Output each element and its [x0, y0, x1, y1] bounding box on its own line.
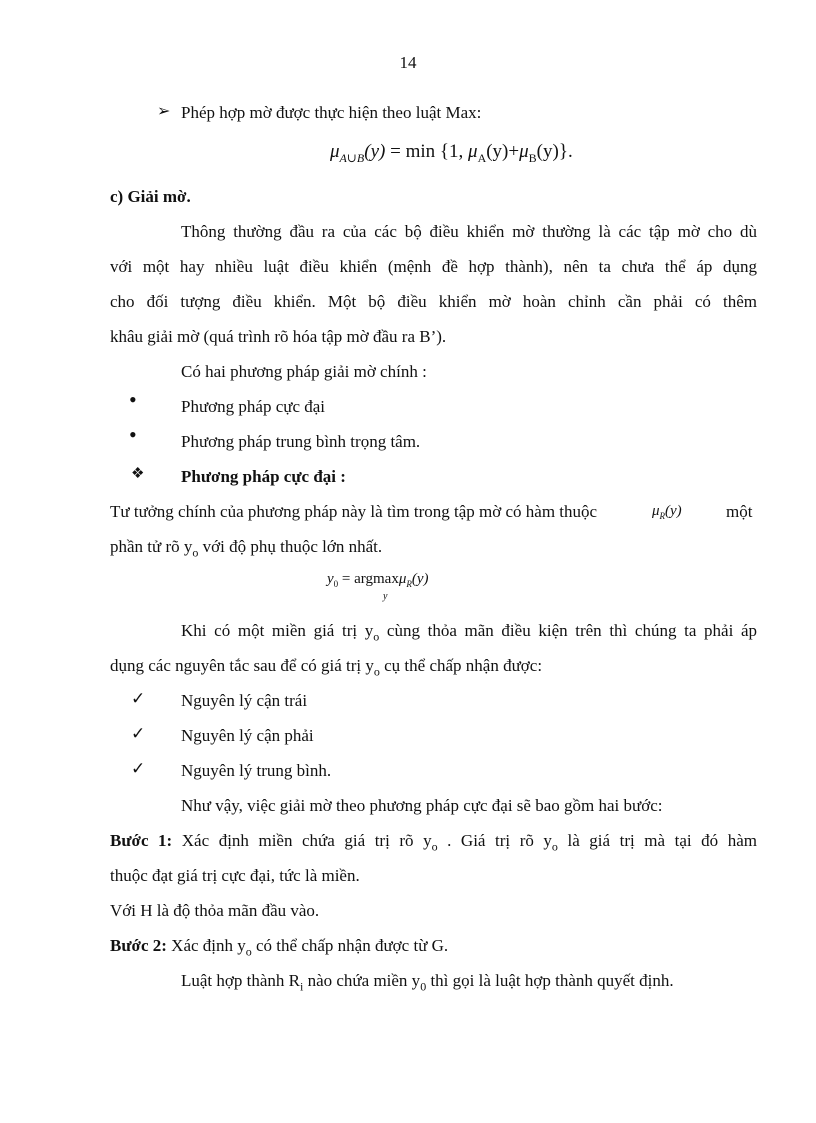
text-run: . Giá trị rõ y: [437, 831, 552, 850]
sub-r: R: [659, 511, 666, 521]
sub-i: i: [300, 979, 304, 994]
two-steps-text: Như vậy, việc giải mờ theo phương pháp cực đại sẽ bao gồm hai bước:: [181, 796, 663, 815]
text-run: nào chứa miền y: [303, 971, 421, 990]
principles-intro-line-1: [181, 622, 757, 642]
sub-o: o: [373, 629, 380, 644]
formula-arg: (y): [364, 141, 386, 162]
bullet-dot-icon: •: [129, 387, 137, 412]
max-idea-line-1-end: một: [726, 502, 753, 521]
sub-r: R: [406, 579, 412, 589]
mu-symbol: μ: [652, 503, 660, 519]
paragraph-line-3: cho đối tượng điều khiển. Một bộ điều khiển mờ hoàn chỉnh cần phải có thêm: [110, 292, 757, 311]
heading-max-method: Phương pháp cực đại :: [181, 467, 346, 486]
step1-line-2: thuộc đạt giá trị cực đại, tức là miền.: [110, 866, 360, 885]
argmax-text: = argmax: [338, 571, 399, 587]
two-methods-text: Có hai phương pháp giải mờ chính :: [181, 362, 427, 381]
argmax-under-y: y: [383, 591, 388, 602]
diamond-bullet-icon: ❖: [131, 466, 145, 482]
union-rule-text: Phép hợp mờ được thực hiện theo luật Max:: [181, 103, 482, 122]
sub-0: 0: [333, 579, 339, 589]
principle-item-2: Nguyên lý cận phải: [181, 726, 314, 745]
formula-arg: (y): [411, 571, 429, 587]
bullet-dot-icon: •: [129, 422, 137, 447]
formula-arg: (y): [665, 503, 682, 519]
mu-b: μ: [519, 141, 529, 162]
mu-symbol: μ: [398, 571, 407, 587]
formula-union-max: [330, 142, 573, 164]
step2-label: Bước 2:: [110, 936, 167, 955]
formula-argmax: [327, 572, 429, 589]
arrow-bullet-icon: ➢: [157, 103, 171, 120]
method-item-1: Phương pháp cực đại: [181, 397, 326, 416]
text-run: có thể chấp nhận được từ G.: [251, 936, 449, 955]
text-run: là giá trị mà tại đó hàm: [557, 831, 757, 850]
sub-a: A: [477, 150, 487, 165]
principle-item-3: Nguyên lý trung bình.: [181, 761, 332, 780]
method-item-2: Phương pháp trung bình trọng tâm.: [181, 432, 421, 451]
text-run: Khi có một miền giá trị y: [181, 621, 374, 640]
formula-end: (y)}.: [536, 141, 573, 162]
text-run: với độ phụ thuộc lớn nhất.: [198, 537, 383, 556]
step1-label: Bước 1:: [110, 831, 173, 850]
mu-a: μ: [468, 141, 478, 162]
text-run: cụ thể chấp nhận được:: [379, 656, 543, 675]
checkmark-icon: ✓: [131, 689, 146, 708]
paragraph-line-2: với một hay nhiều luật điều khiển (mệnh đề hợp thành), nên ta chưa thể áp dụng: [110, 257, 757, 276]
step2-line: [110, 937, 448, 957]
sub-o: o: [431, 839, 438, 854]
principles-intro-line-2: [110, 657, 542, 677]
checkmark-icon: ✓: [131, 724, 146, 743]
formula-mu-r-inline: [652, 504, 682, 521]
max-idea-line-1: Tư tưởng chính của phương pháp này là tìm trong tập mờ có hàm thuộc: [110, 502, 598, 521]
mu-symbol: μ: [330, 141, 340, 162]
sub-o: o: [245, 944, 252, 959]
checkmark-icon: ✓: [131, 759, 146, 778]
step1-line-1: [110, 832, 757, 852]
decision-rule-text: [181, 972, 674, 992]
sub-o: o: [192, 545, 199, 560]
sub-b: B: [528, 150, 537, 165]
text-run: cùng thỏa mãn điều kiện trên thì chúng ta phải áp: [379, 621, 758, 640]
sub-union: A∪B: [339, 150, 365, 165]
principle-item-1: Nguyên lý cận trái: [181, 691, 308, 710]
text-run: Xác định miền chứa giá trị rõ y: [172, 831, 432, 850]
paragraph-line-4: khâu giải mờ (quá trình rõ hóa tập mờ đầu ra B’).: [110, 327, 447, 346]
section-heading-defuzzification: c) Giải mờ.: [110, 187, 191, 206]
sub-0: 0: [420, 979, 427, 994]
formula-plus: (y)+: [486, 141, 520, 162]
max-idea-line-2: [110, 538, 382, 558]
formula-y: y: [327, 571, 334, 587]
text-run: Xác định y: [166, 936, 246, 955]
input-satisfaction-text: Với H là độ thỏa mãn đầu vào.: [110, 901, 320, 920]
text-run: Luật hợp thành R: [181, 971, 300, 990]
text-run: thì gọi là luật hợp thành quyết định.: [426, 971, 674, 990]
sub-o: o: [373, 664, 380, 679]
paragraph-line-1: Thông thường đầu ra của các bộ điều khiển mờ thường là các tập mờ cho dù: [181, 222, 757, 241]
sub-o: o: [551, 839, 558, 854]
text-run: dụng các nguyên tắc sau để có giá trị y: [110, 656, 374, 675]
formula-rhs: = min {1,: [385, 141, 469, 162]
text-run: phần tử rõ y: [110, 537, 193, 556]
page-number: 14: [399, 53, 417, 72]
